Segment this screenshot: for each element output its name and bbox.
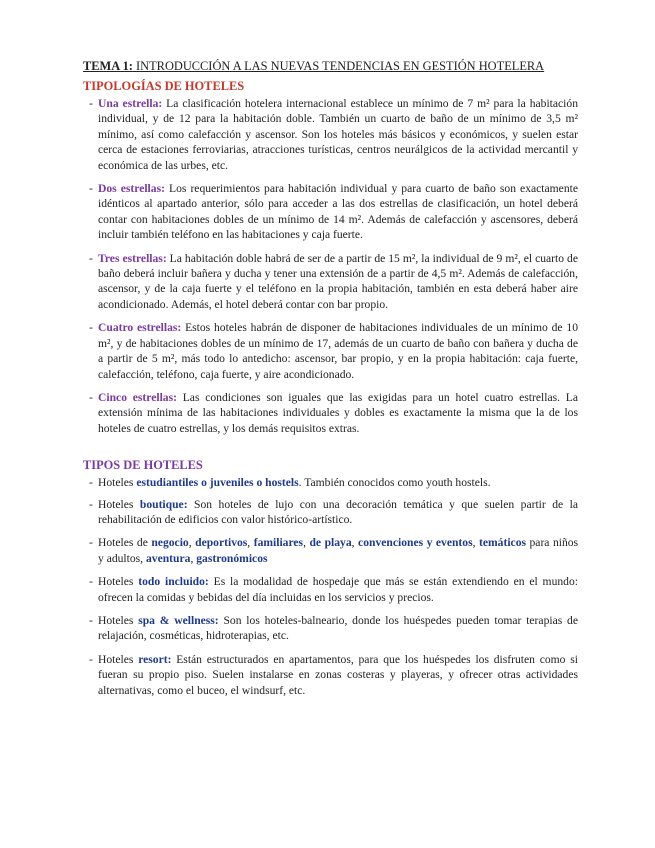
tipo-item-todo-incluido bbox=[83, 574, 578, 605]
separator: , bbox=[472, 536, 479, 550]
tipologia-key: Dos estrellas: bbox=[98, 182, 165, 196]
tipos-heading: TIPOS DE HOTELES bbox=[83, 458, 203, 473]
list-dash: - bbox=[89, 536, 93, 550]
tipo-prefix: Hoteles de bbox=[98, 536, 152, 550]
tipologia-text: La habitación doble habrá de ser de a partir de 15 m², la individual de 9 m², el cuarto de baño deberá incluir bañera y ducha y tener una extensión de a partir de 4,5 m². Además de calefacción, ascensor, y de la caja fuerte y el teléfono en la propia habitación, también en esta deberá haber aire acondicionado. Además, el hotel deberá contar con bar propio. bbox=[98, 251, 579, 311]
tipo-prefix: Hoteles bbox=[98, 476, 137, 490]
tipo-keyword: de playa bbox=[309, 536, 352, 550]
list-dash: - bbox=[89, 497, 93, 511]
list-dash: - bbox=[89, 613, 93, 627]
tipo-keyword: boutique: bbox=[139, 497, 188, 511]
tipologia-key: Tres estrellas: bbox=[98, 251, 167, 265]
tipo-text: para niños y adultos, bbox=[98, 536, 579, 565]
tema-title: INTRODUCCIÓN A LAS NUEVAS TENDENCIAS EN GESTIÓN HOTELERA bbox=[136, 59, 545, 73]
tipo-item-categorias bbox=[83, 535, 578, 566]
tipo-prefix: Hoteles bbox=[98, 497, 140, 511]
tema-label: TEMA 1: bbox=[83, 59, 133, 73]
tipologia-text: Las condiciones son iguales que las exigidas para un hotel cuatro estrellas. La extensión mínima de las habitaciones individuales y dobles es exactamente la misma que la de los hoteles de cuatro estrellas, y los demás requisitos extras. bbox=[98, 390, 578, 435]
tipo-prefix: Hoteles bbox=[98, 613, 139, 627]
tipo-item-resort bbox=[83, 652, 578, 698]
tipologia-key: Una estrella: bbox=[98, 97, 163, 110]
tipo-text: Son hoteles de lujo con una decoración temática y que suelen partir de la rehabilitación de edificios con valor histórico-artístico. bbox=[98, 497, 578, 526]
tipo-item-estudiantiles bbox=[83, 475, 578, 490]
document-header bbox=[83, 58, 578, 74]
tipo-keyword: deportivos bbox=[195, 536, 248, 550]
list-dash: - bbox=[89, 652, 93, 666]
separator: , bbox=[188, 536, 196, 550]
separator: , bbox=[303, 536, 310, 550]
tipologia-key: Cinco estrellas: bbox=[98, 390, 177, 404]
list-dash: - bbox=[89, 182, 93, 196]
tipologia-item bbox=[83, 96, 578, 173]
tipo-keyword: spa & wellness: bbox=[138, 613, 219, 627]
tipo-keyword: todo incluido: bbox=[138, 575, 209, 589]
tipo-keyword: resort: bbox=[138, 652, 172, 666]
list-dash: - bbox=[89, 390, 93, 404]
tipologia-item bbox=[83, 320, 578, 382]
tipo-keyword: temáticos bbox=[479, 536, 526, 550]
document-page bbox=[83, 58, 578, 706]
tipologia-text: Los requerimientos para habitación individual y para cuarto de baño son exactamente idénticos al apartado anterior, sólo para acceder a las dos estrellas de clasificación, un hotel deberá contar con habitaciones dobles de un mínimo de 14 m². Además de calefacción y ascensores, deberá incluir también teléfono en las habitaciones y caja fuerte. bbox=[98, 182, 578, 242]
tipo-text: . También conocidos como youth hostels. bbox=[298, 476, 491, 490]
tipo-keyword: convenciones y eventos bbox=[358, 536, 473, 550]
tipologia-item bbox=[83, 251, 578, 313]
tipo-keyword: familiares bbox=[253, 536, 304, 550]
separator: , bbox=[190, 551, 197, 565]
tipo-item-spa bbox=[83, 613, 578, 644]
list-dash: - bbox=[89, 251, 93, 265]
tipo-text: Están estructurados en apartamentos, para que los huéspedes los disfruten como si fueran su propio piso. Suelen instalarse en zonas costeras y playeras, y ofrecer otras actividades alternativas, como el buceo, el windsurf, etc. bbox=[98, 652, 578, 697]
list-dash: - bbox=[89, 575, 93, 589]
tipologia-key: Cuatro estrellas: bbox=[98, 321, 182, 335]
tipo-keyword: negocio bbox=[151, 536, 189, 550]
tipo-keyword: estudiantiles o juveniles o hostels bbox=[136, 476, 299, 490]
separator: , bbox=[351, 536, 359, 550]
tipologia-text: La clasificación hotelera internacional establece un mínimo de 7 m² para la habitación individual, y de 12 para la habitación doble. También un cuarto de baño de un mínimo de 3,5 m² mínimo, así como calefacción y ascensor. Son los hoteles más básicos y económicos, y suelen estar cerca de estaciones ferroviarias, atracciones turísticas, centros neurálgicos de la actividad mercantil y económica de las urbes, etc. bbox=[98, 97, 578, 172]
list-dash: - bbox=[89, 476, 93, 490]
tipologia-text: Estos hoteles habrán de disponer de habitaciones individuales de un mínimo de 10 m², y de habitaciones dobles de un mínimo de 17, además de un cuarto de baño con bañera y ducha de a partir de 5 m², más todo lo antedicho: ascensor, bar propio, y en la propia habitación: caja fuerte, calefacción, teléfono, caja fuerte, y aire acondicionado. bbox=[98, 321, 578, 381]
tipo-text: Son los hoteles-balneario, donde los huéspedes pueden tomar terapias de relajación, cosméticas, hidroterapias, etc. bbox=[98, 613, 578, 643]
tipo-keyword: gastronómicos bbox=[196, 551, 268, 565]
tipo-keyword: aventura bbox=[145, 551, 191, 565]
list-dash: - bbox=[89, 97, 93, 110]
tipo-prefix: Hoteles bbox=[98, 575, 139, 589]
tipo-item-boutique bbox=[83, 497, 578, 528]
tipologia-item bbox=[83, 390, 578, 436]
list-dash: - bbox=[89, 321, 93, 335]
tipologias-heading: TIPOLOGÍAS DE HOTELES bbox=[83, 79, 245, 93]
separator: , bbox=[247, 536, 254, 550]
tipologia-item bbox=[83, 181, 578, 243]
tipo-prefix: Hoteles bbox=[98, 652, 139, 666]
tipo-text: Es la modalidad de hospedaje que más se están extendiendo en el mundo: ofrecen la comidas y bebidas del día incluidas en los servicios y precios. bbox=[98, 575, 578, 604]
